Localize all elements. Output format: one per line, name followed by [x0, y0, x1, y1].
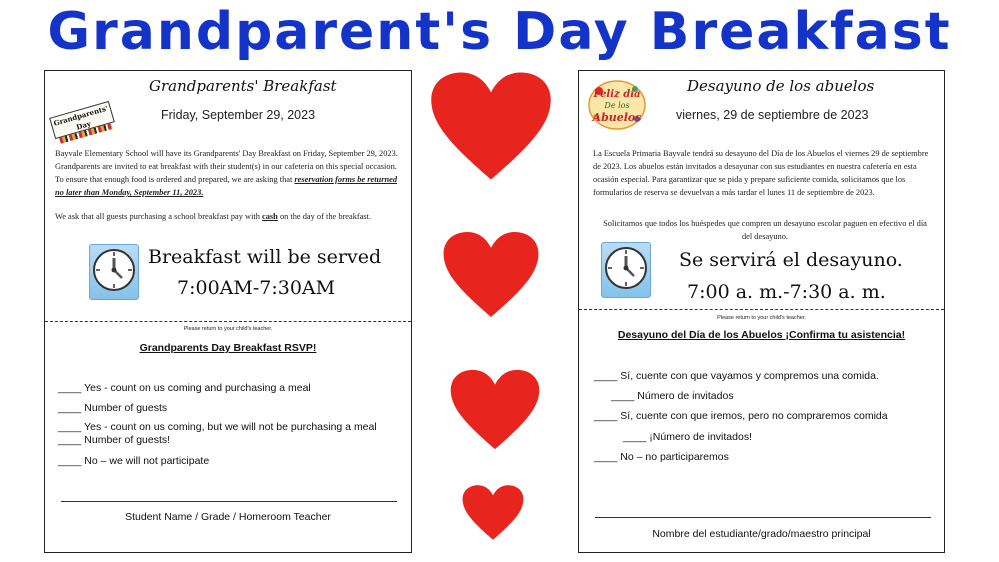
served-time: 7:00AM-7:30AM	[177, 277, 336, 299]
served-time: 7:00 a. m.-7:30 a. m.	[687, 281, 886, 303]
clock-icon	[601, 242, 651, 298]
heart-icon	[461, 484, 525, 541]
cut-line	[579, 309, 944, 310]
payment-paragraph: We ask that all guests purchasing a school breakfast pay with cash on the day of the breakfast.	[55, 212, 372, 221]
signature-label: Nombre del estudiante/grado/maestro principal	[652, 528, 871, 540]
flyer-date: viernes, 29 de septiembre de 2023	[676, 108, 869, 122]
cut-line	[45, 321, 411, 322]
rsvp-option-yes-purchase: ____ Yes - count on us coming and purchasing a meal	[58, 382, 311, 394]
rsvp-option-no: ____ No – we will not participate	[58, 455, 210, 467]
rsvp-option-guests: ____ Número de invitados	[611, 390, 734, 402]
served-label: Breakfast will be served	[148, 246, 382, 268]
return-note: Please return to your child's teacher.	[717, 315, 806, 321]
heart-icon	[448, 368, 542, 451]
flyer-script-title: Desayuno de los abuelos	[687, 77, 875, 95]
intro-paragraph: La Escuela Primaria Bayvale tendrá su desayuno del Día de los Abuelos el viernes 29 de septiembre de 2023. Los abuelos están invitados a desayunar con sus estudiantes en nuestra cafetería en esta ocasión especial. Para garantizar que se pida y prepare suficiente comida, solicitamos que los formularios de reserva se devuelvan a más tardar el lunes 11 de septiembre de 2023.	[593, 149, 929, 197]
feliz-dia-badge	[587, 77, 647, 133]
flyer-date: Friday, September 29, 2023	[161, 108, 316, 122]
rsvp-option-yes-no-purchase: ____ Sí, cuente con que iremos, pero no compraremos comida	[594, 410, 888, 422]
rsvp-option-guests-2: ____ ¡Número de invitados!	[623, 431, 752, 443]
spanish-flyer	[578, 70, 945, 553]
signature-label: Student Name / Grade / Homeroom Teacher	[125, 511, 331, 523]
badge-line-2: De los	[604, 101, 630, 110]
intro-paragraph: Bayvale Elementary School will have its Grandparents' Day Breakfast on Friday, September 29, 2023. Grandparents are invited to eat breakfast with their student(s) in our cafeteria on this special occasion. To ensure that enough food is ordered and prepared, we are asking that reservation forms be returned no later than Monday, September 11, 2023.	[55, 149, 398, 197]
heart-icon	[441, 230, 541, 319]
rsvp-option-no: ____ No – no participaremos	[594, 451, 729, 463]
heart-icon	[428, 70, 554, 182]
served-label: Se servirá el desayuno.	[679, 249, 903, 271]
flyer-script-title: Grandparents' Breakfast	[149, 77, 337, 95]
sign-text: Grandparents' Day	[52, 103, 109, 132]
badge-line-3: Abuelos	[592, 111, 642, 124]
return-note: Please return to your child's teacher.	[183, 326, 273, 332]
grandparents-day-sign	[49, 101, 115, 139]
signature-line	[61, 501, 397, 502]
rsvp-option-guests-2: ____ Number of guests!	[58, 434, 171, 446]
badge-line-1: Feliz día	[593, 89, 641, 100]
rsvp-option-yes-no-purchase: ____ Yes - count on us coming, but we will not be purchasing a meal	[58, 421, 377, 433]
rsvp-heading: Grandparents Day Breakfast RSVP!	[139, 342, 317, 354]
rsvp-heading: Desayuno del Día de los Abuelos ¡Confirma tu asistencia!	[617, 329, 906, 341]
rsvp-option-yes-purchase: ____ Sí, cuente con que vayamos y compremos una comida.	[594, 370, 879, 382]
payment-paragraph: Solicitamos que todos los huéspedes que compren un desayuno escolar paguen en efectivo el día del desayuno.	[603, 219, 927, 241]
page-title: Grandparent's Day Breakfast	[47, 2, 952, 62]
clock-icon	[89, 244, 139, 300]
english-flyer	[44, 70, 412, 553]
signature-line	[595, 517, 931, 518]
rsvp-option-guests: ____ Number of guests	[58, 402, 168, 414]
